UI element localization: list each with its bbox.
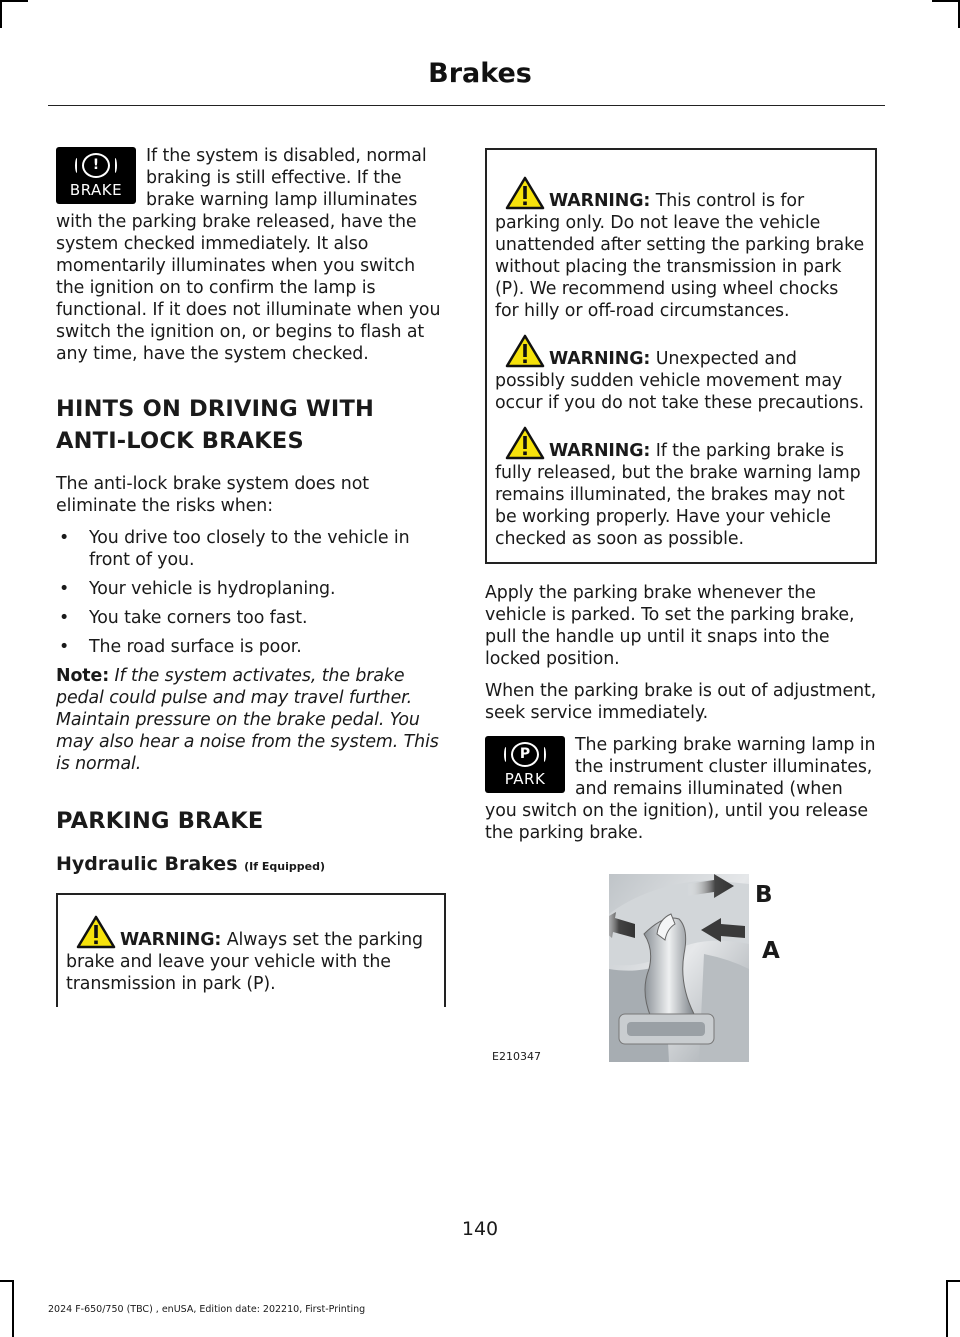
park-lamp-label: PARK [504, 770, 546, 788]
brake-lamp-text: If the system is disabled, normal braking is still effective. If the brake warning lamp illuminates with the parking brake released, have the system checked immediately. It also momentarily illuminates when you switch the ignition on to confirm the lamp is functional. If it does not illuminate when you switch the ignition on, or begins to flash at any time, have the system checked. [56, 146, 441, 364]
warning-triangle-icon [505, 176, 545, 210]
crop-mark [12, 1280, 14, 1337]
warning-label: WARNING: [120, 930, 222, 950]
list-item-text: You drive too closely to the vehicle in front of you. [89, 528, 410, 570]
hints-heading-line2: ANTI-LOCK BRAKES [56, 428, 304, 454]
warning-label: WARNING: [549, 441, 651, 461]
right-column [485, 148, 877, 854]
list-item-text: You take corners too fast. [89, 608, 308, 628]
figure-code: E210347 [492, 1050, 541, 1063]
bullet: • [59, 528, 70, 548]
brake-warning-lamp-icon [56, 147, 136, 204]
hints-heading-line1: HINTS ON DRIVING WITH [56, 396, 375, 422]
parking-brake-handle-illustration [609, 874, 749, 1062]
brake-lamp-paragraph [56, 145, 446, 365]
page-number: 140 [461, 1218, 499, 1240]
note-text: If the system activates, the brake pedal could pulse and may travel further. Maintain pressure on the brake pedal. You may also hear a noise from the system. This is normal. [56, 666, 439, 774]
crop-mark [932, 0, 960, 2]
warning-text: Always set the parking brake and leave your vehicle with the transmission in park (P). [66, 930, 423, 994]
warning [495, 176, 867, 322]
warning [495, 334, 867, 414]
edition-footer: 2024 F-650/750 (TBC) , enUSA, Edition date: 202210, First-Printing [48, 1304, 366, 1315]
hydraulic-heading-text: Hydraulic Brakes [56, 853, 238, 875]
park-lamp-text: The parking brake warning lamp in the instrument cluster illuminates, and remains illuminated (when you switch on the ignition), until you release the parking brake. [485, 735, 876, 843]
warning [66, 915, 436, 995]
warning-text: Unexpected and possibly sudden vehicle movement may occur if you do not take these precautions. [495, 349, 864, 413]
warning-box [56, 893, 446, 1007]
section-heading-hints [56, 393, 446, 457]
list-item-text: The road surface is poor. [89, 637, 302, 657]
subheading-hydraulic-brakes [56, 853, 446, 875]
brake-warning-symbol: ! [82, 153, 110, 178]
left-column [56, 145, 446, 1007]
adjust-paragraph: When the parking brake is out of adjustment, seek service immediately. [485, 681, 877, 723]
crop-mark [0, 1280, 14, 1282]
crop-mark [946, 1280, 948, 1337]
warning-triangle-icon [505, 334, 545, 368]
list-item [56, 578, 446, 600]
apply-paragraph: Apply the parking brake whenever the vehicle is parked. To set the parking brake, pull the handle up until it snaps into the locked position. [485, 583, 855, 669]
warning-label: WARNING: [549, 349, 651, 369]
list-item [56, 636, 446, 658]
warning-text: This control is for parking only. Do not leave the vehicle unattended after setting the parking brake without placing the transmission in park (P). We recommend using wheel chocks for hilly or off-road circumstances. [495, 191, 865, 321]
warning-label: WARNING: [549, 191, 651, 211]
hints-intro: The anti-lock brake system does not eliminate the risks when: [56, 474, 369, 516]
crop-mark [946, 1280, 960, 1282]
list-item-text: Your vehicle is hydroplaning. [89, 579, 336, 599]
warning-triangle-icon [76, 915, 116, 949]
note-label: Note: [56, 666, 110, 686]
title-divider [48, 105, 885, 106]
warning [495, 426, 867, 550]
park-warning-lamp-icon [485, 736, 565, 793]
park-lamp-paragraph [485, 734, 877, 844]
bullet: • [59, 579, 70, 599]
figure-label-a: A [762, 938, 780, 964]
note [56, 665, 446, 775]
list-item [56, 607, 446, 629]
risk-list [56, 527, 446, 658]
list-item [56, 527, 446, 571]
bullet: • [59, 637, 70, 657]
bullet: • [59, 608, 70, 628]
warning-box [485, 148, 877, 564]
brake-lamp-label: BRAKE [69, 181, 123, 199]
warning-triangle-icon [505, 426, 545, 460]
park-symbol: P [511, 742, 539, 767]
crop-mark [0, 0, 28, 2]
page-title: Brakes [428, 58, 532, 89]
crop-mark [0, 0, 2, 28]
figure-label-b: B [755, 882, 773, 908]
section-heading-parking-brake: PARKING BRAKE [56, 808, 264, 834]
warning-text: If the parking brake is fully released, but the brake warning lamp remains illuminated, the brakes may not be working properly. Have your vehicle checked as soon as possible. [495, 441, 861, 549]
if-equipped-tag: (If Equipped) [244, 860, 325, 873]
